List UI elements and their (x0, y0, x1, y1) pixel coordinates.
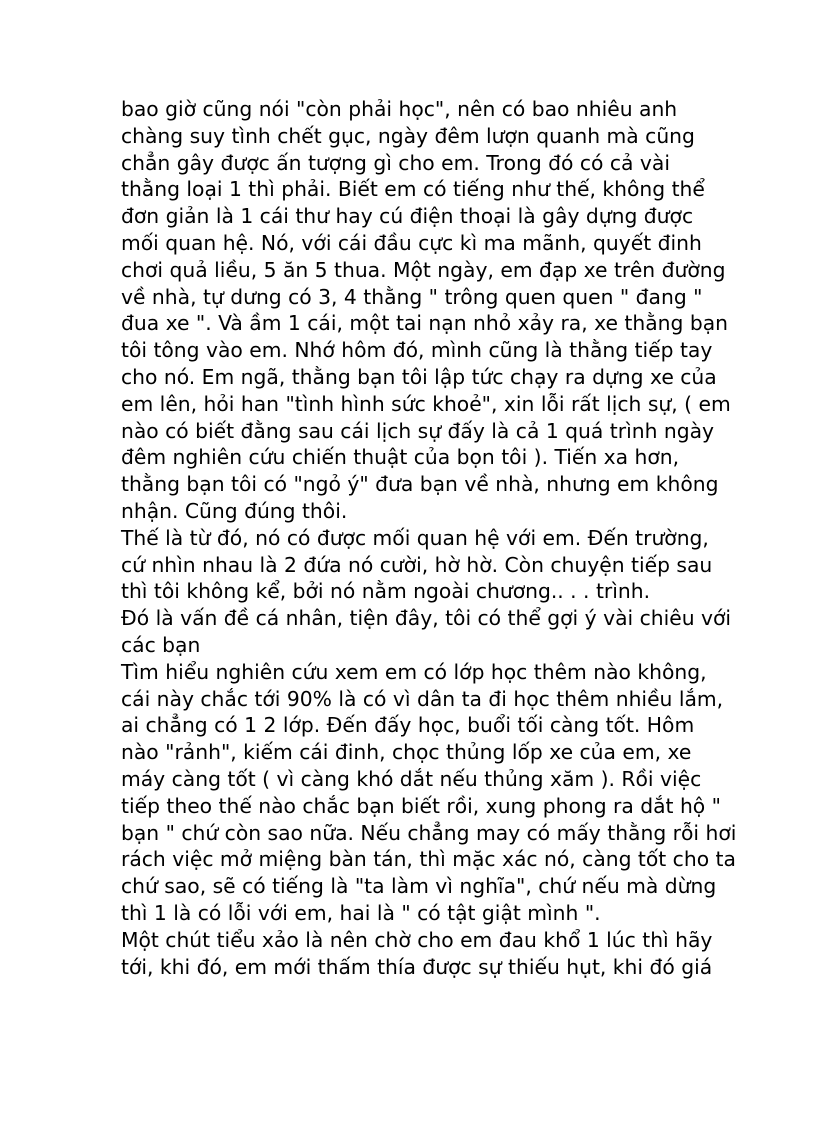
text-line: về nhà, tự dưng có 3, 4 thằng " trông quen quen " đang " (121, 284, 703, 309)
text-line: các bạn (121, 632, 201, 657)
text-line: thì 1 là có lỗi với em, hai là " có tật giật mình ". (121, 900, 601, 925)
paragraph-4 (121, 659, 737, 927)
text-line: máy càng tốt ( vì càng khó dắt nếu thủng xăm ). Rồi việc (121, 766, 702, 791)
text-line: thằng loại 1 thì phải. Biết em có tiếng như thế, không thể (121, 177, 705, 202)
text-line: Đó là vấn đề cá nhân, tiện đây, tôi có thể gợi ý vài chiêu với (121, 606, 732, 631)
text-line: chơi quả liều, 5 ăn 5 thua. Một ngày, em đạp xe trên đường (121, 257, 726, 282)
paragraph-2 (121, 525, 713, 605)
text-line: tôi tông vào em. Nhớ hôm đó, mình cũng là thằng tiếp tay (121, 338, 713, 363)
text-line: cứ nhìn nhau là 2 đứa nó cười, hờ hờ. Còn chuyện tiếp sau (121, 552, 713, 577)
text-line: nhận. Cũng đúng thôi. (121, 498, 348, 523)
text-line: rách việc mở miệng bàn tán, thì mặc xác nó, càng tốt cho ta (121, 847, 736, 872)
text-line: tiếp theo thế nào chắc bạn biết rồi, xung phong ra dắt hộ " (121, 793, 721, 818)
text-line: thằng bạn tôi có "ngỏ ý" đưa bạn về nhà, nhưng em không (121, 472, 719, 497)
text-line: cái này chắc tới 90% là có vì dân ta đi học thêm nhiều lắm, (121, 686, 724, 711)
text-line: đêm nghiên cứu chiến thuật của bọn tôi ). Tiến xa hơn, (121, 445, 680, 470)
text-line: bạn " chứ còn sao nữa. Nếu chẳng may có mấy thằng rỗi hơi (121, 820, 737, 845)
text-line: nào có biết đằng sau cái lịch sự đấy là cả 1 quá trình ngày (121, 418, 715, 443)
text-line: Thế là từ đó, nó có được mối quan hệ với em. Đến trường, (121, 525, 709, 550)
paragraph-5 (121, 927, 713, 981)
text-line: chẳn gây được ấn tượng gì cho em. Trong đó có cả vài (121, 150, 670, 175)
text-line: em lên, hỏi han "tình hình sức khoẻ", xin lỗi rất lịch sự, ( em (121, 391, 731, 416)
text-line: đơn giản là 1 cái thư hay cú điện thoại là gây dựng được (121, 204, 694, 229)
paragraph-3 (121, 605, 732, 659)
text-line: Một chút tiểu xảo là nên chờ cho em đau khổ 1 lúc thì hãy (121, 927, 713, 952)
text-line: bao giờ cũng nói "còn phải học", nên có bao nhiêu anh (121, 97, 678, 121)
document-page (121, 96, 737, 980)
text-line: đua xe ". Và ầm 1 cái, một tai nạn nhỏ xảy ra, xe thằng bạn (121, 311, 728, 336)
paragraph-1 (121, 96, 731, 525)
text-line: mối quan hệ. Nó, với cái đầu cực kì ma mãnh, quyết đinh (121, 230, 702, 255)
text-line: thì tôi không kể, bởi nó nằm ngoài chương.. . . trình. (121, 579, 651, 604)
text-line: ai chẳng có 1 2 lớp. Đến đấy học, buổi tối càng tốt. Hôm (121, 713, 695, 738)
text-line: chứ sao, sẽ có tiếng là "ta làm vì nghĩa", chứ nếu mà dừng (121, 874, 717, 899)
text-line: tới, khi đó, em mới thấm thía được sự thiếu hụt, khi đó giá (121, 954, 713, 979)
text-line: chàng suy tình chết gục, ngày đêm lượn quanh mà cũng (121, 123, 695, 148)
text-line: nào "rảnh", kiếm cái đinh, chọc thủng lốp xe của em, xe (121, 740, 692, 765)
text-line: Tìm hiểu nghiên cứu xem em có lớp học thêm nào không, (121, 659, 707, 684)
text-line: cho nó. Em ngã, thằng bạn tôi lập tức chạy ra dựng xe của (121, 364, 717, 389)
